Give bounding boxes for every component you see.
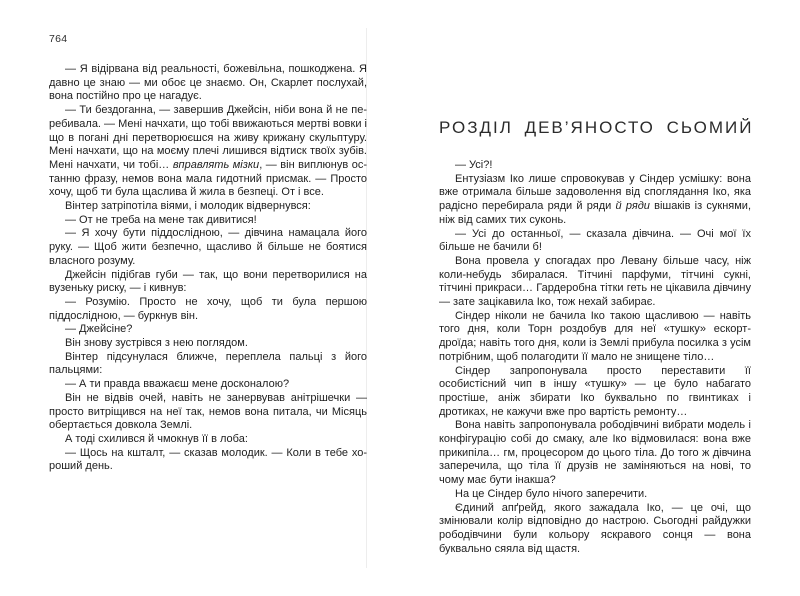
paragraph	[439, 228, 751, 255]
text-segment: Сіндер ніколи не бачила Іко такою щасливою — навіть того дня, коли Торн роздобув для неї «тушку» ескорт-дроїда; навіть того дня, коли із Землі прибула посилка з усім потрібним, щоб полагодити її мало не знищене тіло…	[439, 309, 751, 363]
page-number: 764	[49, 33, 68, 45]
text-segment: , — він виплюнув останню фразу, немов вона мала гидотний присмак. — Просто хочу, щоб ти була щаслива й жила в безпеці. От і все.	[49, 158, 367, 199]
text-segment: На це Сіндер було нічого заперечити.	[455, 487, 648, 500]
text-segment: Він не відвів очей, навіть не занервував анітрішечки — просто витріщився на неї так, немов вона питала, чи Місяць обертається довкола Землі.	[49, 391, 367, 432]
paragraph	[439, 159, 751, 173]
text-segment: Вінтер підсунулася ближче, переплела пальці з його пальцями:	[49, 350, 367, 377]
paragraph	[49, 296, 367, 323]
chapter-heading: РОЗДІЛ ДЕВ’ЯНОСТО СЬОМИЙ	[439, 118, 754, 137]
text-segment: — Щось на кшталт, — сказав молодик. — Коли в тебе хороший день.	[49, 446, 367, 473]
text-segment: — Я відірвана від реальності, божевільна, пошкоджена. Я давно це знаю — ми обоє це знаємо. Он, Скарлет послухай, вона постійно про це нагадує.	[49, 63, 367, 103]
paragraph	[439, 173, 751, 228]
left-page-body	[49, 63, 367, 474]
left-page	[49, 33, 367, 474]
text-segment: — Розумію. Просто не хочу, щоб ти була першою піддослідною, — буркнув він.	[49, 295, 367, 322]
paragraph	[439, 502, 751, 557]
text-segment: — Джейсіне?	[65, 323, 133, 336]
right-page	[439, 117, 754, 556]
text-segment: Вона навіть запропонувала рободівчині вибрати модель і конфігурацію собі до смаку, але Іко відмовилася: вона вже прикипіла… гм, процесором до цього тіла. До того ж дівчина заперечила, що тіла її друзів не заміняються на нові, то чому має бути інакша?	[439, 419, 751, 487]
paragraph	[49, 269, 367, 296]
paragraph	[49, 200, 367, 214]
text-segment: — От не треба на мене так дивитися!	[65, 213, 257, 226]
paragraph	[439, 419, 751, 488]
paragraph	[49, 63, 367, 104]
italic-text-segment: вправлять мізки	[172, 158, 260, 171]
text-segment: — А ти правда вважаєш мене досконалою?	[65, 378, 290, 391]
paragraph	[49, 337, 367, 351]
text-segment: — Ти бездоганна, — завершив Джейсін, ніби вона й не перебивала. — Мені начхати, що тобі ввижаються мертві вовки і що в погані дні перетворюєшся на живу крижану скульптуру. Мені начхати, що на моєму плечі лишився відтиск твоїх зубів. Мені начхати, чи тобі…	[49, 104, 367, 171]
paragraph	[49, 351, 367, 378]
paragraph	[49, 323, 367, 337]
italic-text-segment: й ряди	[615, 200, 650, 213]
paragraph	[49, 447, 367, 474]
text-segment: Він знову зустрівся з нею поглядом.	[65, 337, 248, 350]
text-segment: вішаків із сукнями, ніж від самих тих суконь.	[439, 200, 751, 226]
paragraph	[439, 310, 751, 365]
paragraph	[439, 488, 751, 502]
text-segment: Єдиний апґрейд, якого зажадала Іко, — це очі, що змінювали колір відповідно до настрою. Сьогодні райдужки рободівчини були кольору яскравого сонця — вона буквально сяяла від щастя.	[439, 501, 751, 555]
paragraph	[49, 104, 367, 200]
text-segment: Сіндер запропонувала просто переставити її особистісний чип в іншу «тушку» — це було набагато простіше, аніж збирати Іко буквально по гвинтиках і дротиках, не кажучи вже про вартість ремонту…	[439, 364, 751, 418]
text-segment: Ентузіазм Іко лише спровокував у Сіндер усмішку: вона вже отримала більше задоволення від споглядання Іко, яка радісно перебирала ряди й ряди	[439, 172, 751, 213]
paragraph	[49, 214, 367, 228]
paragraph	[439, 255, 751, 310]
paragraph	[49, 392, 367, 433]
text-segment: Вінтер затріпотіла віями, і молодик відвернувся:	[65, 200, 311, 213]
text-segment: — Я хочу бути піддослідною, — дівчина намацала його руку. — Щоб жити безпечно, щасливо й більше не боятися власного розуму.	[49, 227, 367, 267]
paragraph	[49, 433, 367, 447]
text-segment: — Усі до останньої, — сказала дівчина. — Очі мої їх більше не бачили б!	[439, 227, 751, 254]
paragraph	[49, 378, 367, 392]
text-segment: — Усі?!	[455, 159, 493, 171]
text-segment: А тоді схилився й чмокнув її в лоба:	[65, 432, 248, 445]
right-page-body	[439, 159, 751, 556]
text-segment: Джейсін підібгав губи — так, що вони перетворилися на вузеньку риску, — і кивнув:	[49, 268, 367, 295]
paragraph	[439, 365, 751, 420]
paragraph	[49, 227, 367, 268]
text-segment: Вона провела у спогадах про Левану більше часу, ніж коли-небудь збиралася. Тітчині парфуми, тітчині сукні, тітчині прикраси… Гардеробна тітки геть не цікавила дівчину — зате зацікавила Іко, тож нехай забирає.	[439, 254, 751, 309]
